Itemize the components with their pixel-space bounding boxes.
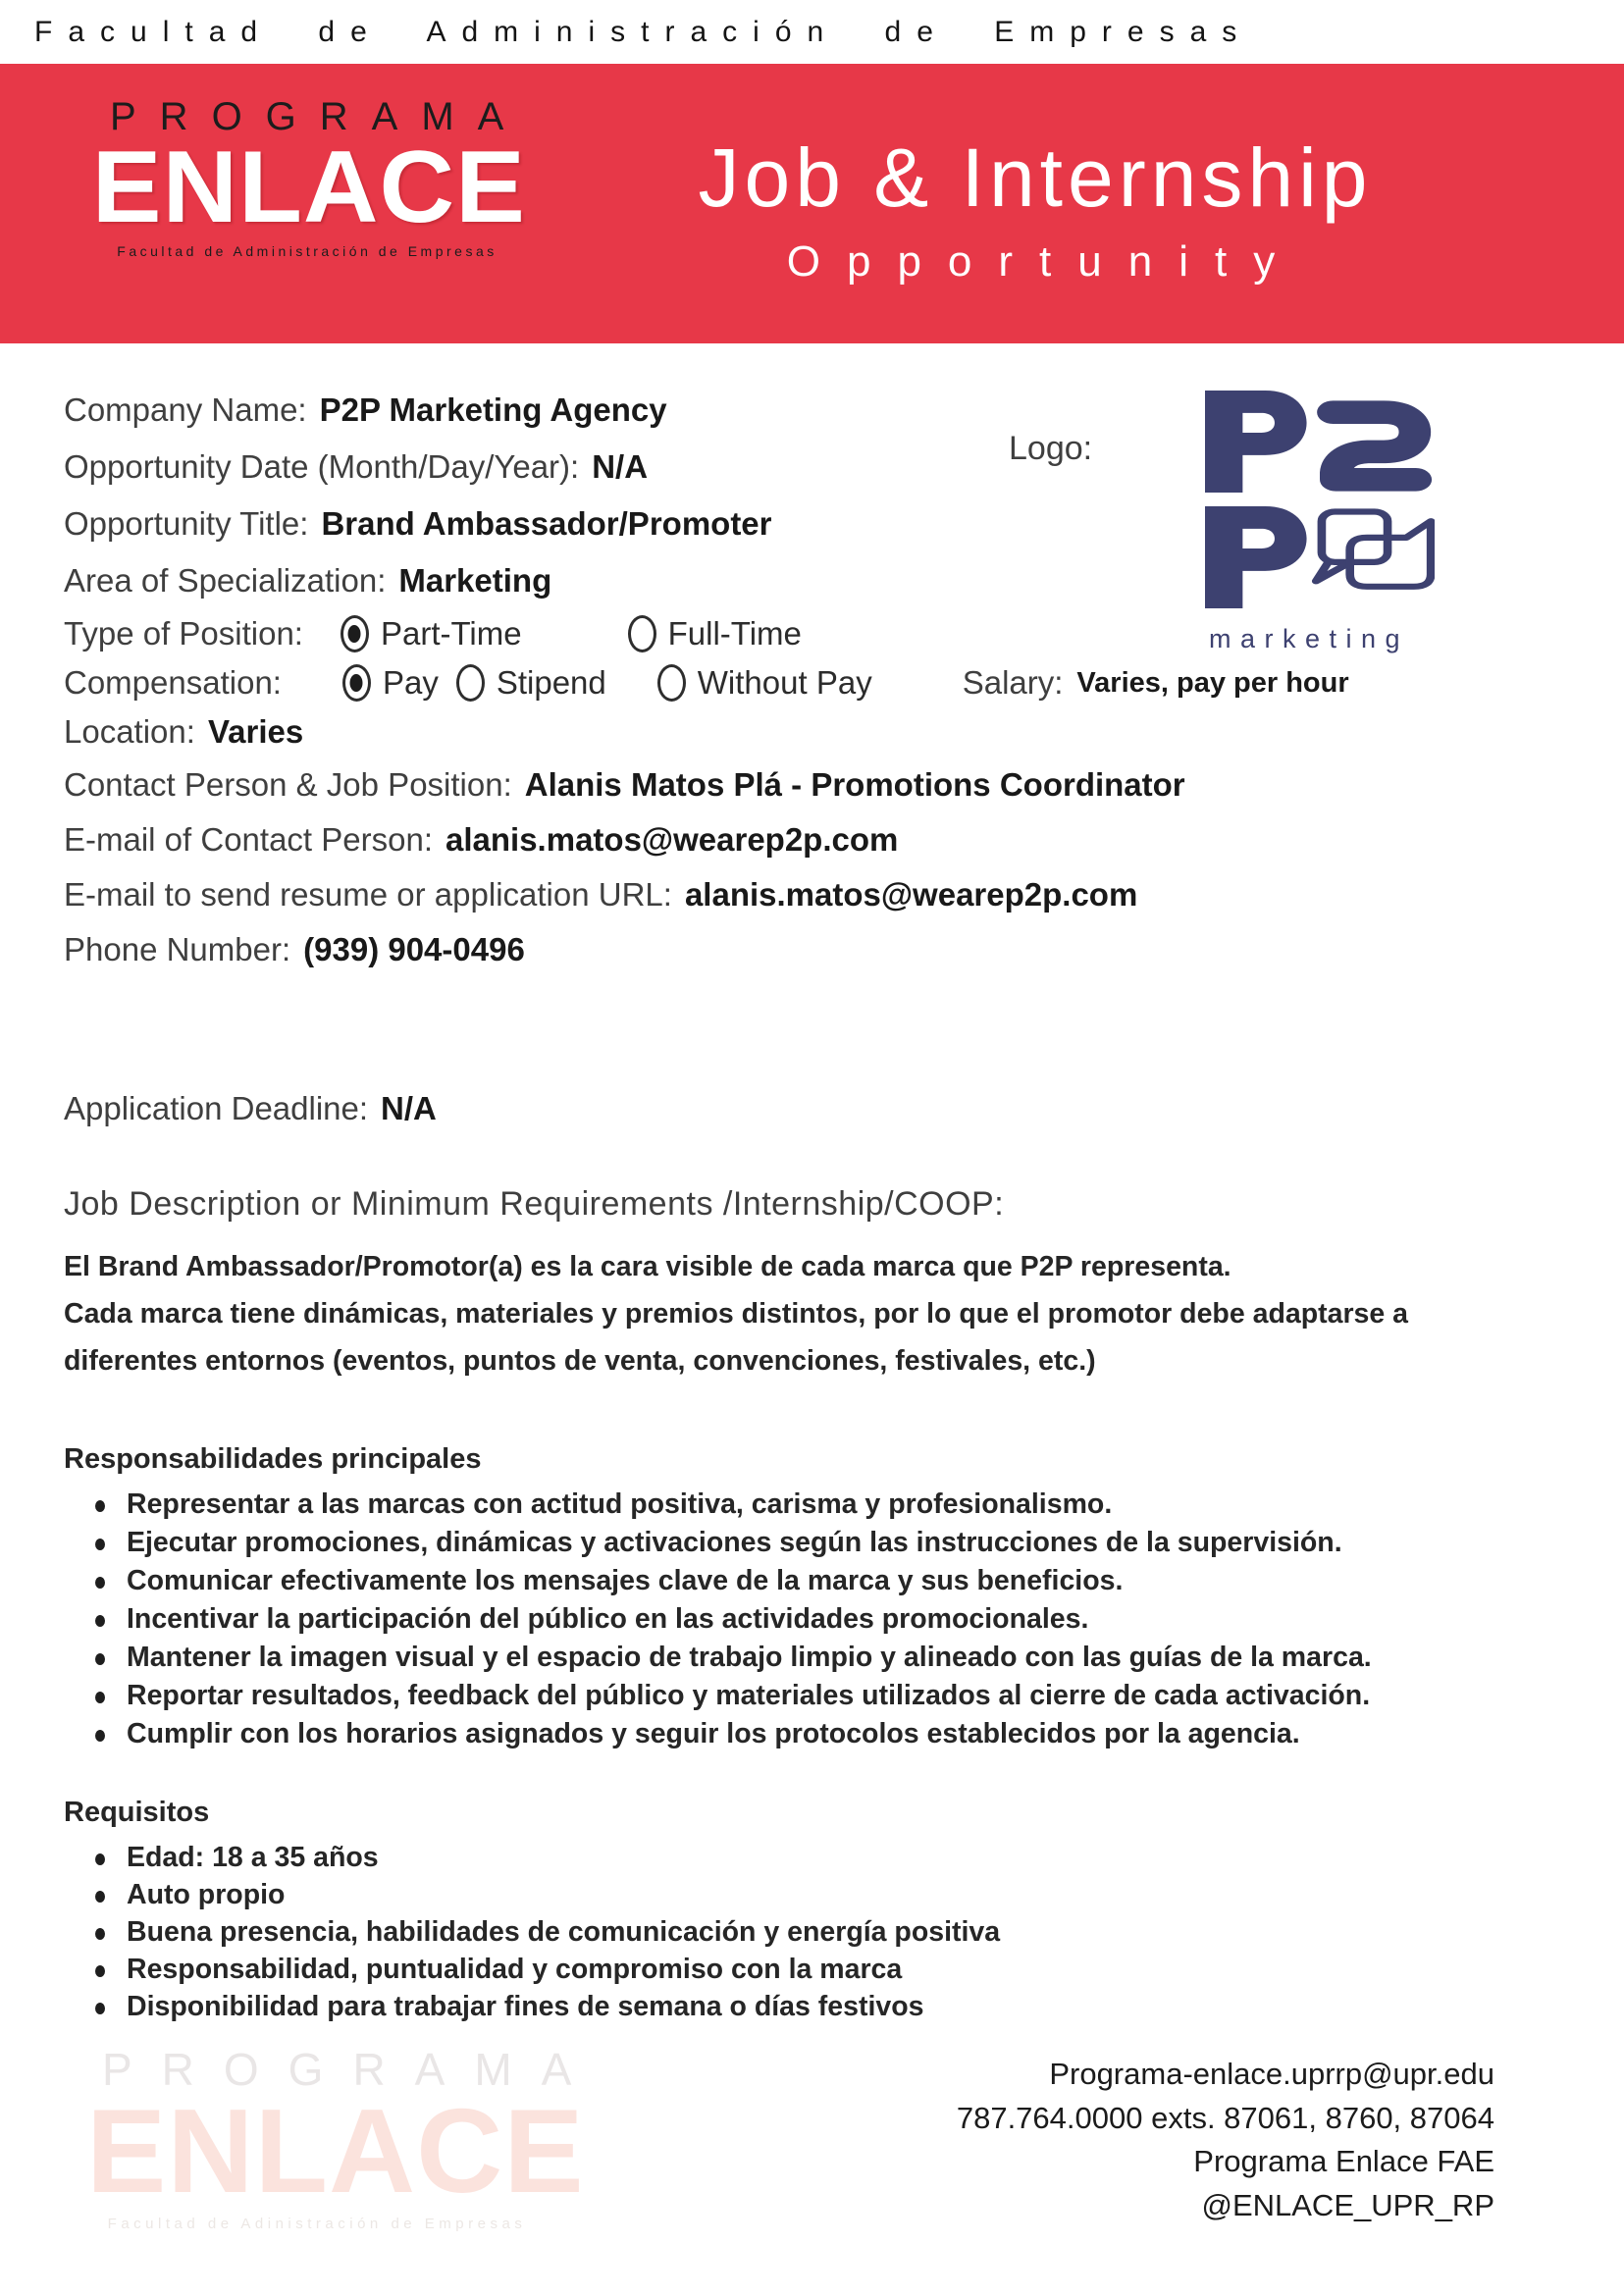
logo-label: Logo: bbox=[1009, 430, 1093, 467]
part-time-radio[interactable] bbox=[341, 615, 369, 652]
location-label: Location: bbox=[64, 713, 195, 750]
footer-enlace-caption: Facultad de Adinistración de Empresas bbox=[107, 2216, 527, 2232]
list-item: Disponibilidad para trabajar fines de semana o días festivos bbox=[127, 1988, 1545, 2025]
location-row bbox=[64, 712, 1545, 752]
requirements-list bbox=[64, 1839, 1545, 2025]
compensation-row bbox=[64, 663, 1545, 703]
list-item: Reportar resultados, feedback del público y materiales utilizados al cierre de cada activación. bbox=[127, 1677, 1545, 1715]
job-description-line: Cada marca tiene dinámicas, materiales y premios distintos, por lo que el promotor debe adaptarse a bbox=[64, 1298, 1409, 1330]
footer-contact-block bbox=[957, 2053, 1494, 2227]
requirements-heading: Requisitos bbox=[64, 1797, 210, 1828]
phone-row bbox=[64, 930, 1545, 969]
banner-title-line1: Job & Internship bbox=[698, 131, 1373, 224]
specialization-value: Marketing bbox=[398, 562, 552, 599]
footer-watermark-logo bbox=[86, 2043, 602, 2232]
job-description-line: El Brand Ambassador/Promotor(a) es la cara visible de cada marca que P2P representa. bbox=[64, 1251, 1231, 1282]
job-description-line: diferentes entornos (eventos, puntos de venta, convenciones, festivales, etc.) bbox=[64, 1345, 1096, 1377]
header-banner bbox=[0, 64, 1624, 343]
footer-program-name: Programa Enlace FAE bbox=[1193, 2144, 1494, 2178]
opportunity-title-value: Brand Ambassador/Promoter bbox=[321, 505, 772, 542]
job-description-text bbox=[64, 1243, 1545, 1384]
contact-email-value: alanis.matos@wearep2p.com bbox=[445, 821, 899, 858]
list-item: Responsabilidad, puntualidad y compromiso con la marca bbox=[127, 1951, 1545, 1988]
company-logo bbox=[1205, 391, 1439, 654]
without-pay-label: Without Pay bbox=[697, 664, 872, 701]
footer-programa-word: PROGRAMA bbox=[102, 2044, 602, 2095]
company-name-label: Company Name: bbox=[64, 391, 307, 428]
list-item: Incentivar la participación del público en las actividades promocionales. bbox=[127, 1600, 1545, 1639]
pay-radio[interactable] bbox=[342, 664, 371, 702]
enlace-word: ENLACE bbox=[91, 130, 526, 244]
list-item: Auto propio bbox=[127, 1876, 1545, 1913]
opportunity-date-value: N/A bbox=[592, 448, 649, 485]
resume-email-row bbox=[64, 875, 1545, 914]
list-item: Buena presencia, habilidades de comunicación y energía positiva bbox=[127, 1913, 1545, 1951]
logo-marketing-text: marketing bbox=[1209, 624, 1410, 653]
faculty-name-text: Facultad de Administración de Empresas bbox=[34, 15, 1253, 48]
salary-value: Varies, pay per hour bbox=[1076, 667, 1349, 699]
deadline-row bbox=[64, 1089, 1545, 1128]
top-bar bbox=[0, 0, 1624, 64]
phone-value: (939) 904-0496 bbox=[303, 931, 525, 967]
deadline-value: N/A bbox=[381, 1090, 437, 1126]
resume-email-value: alanis.matos@wearep2p.com bbox=[684, 876, 1138, 913]
footer-social-handle: @ENLACE_UPR_RP bbox=[1201, 2187, 1494, 2222]
list-item: Representar a las marcas con actitud positiva, carisma y profesionalismo. bbox=[127, 1486, 1545, 1524]
contact-person-row bbox=[64, 765, 1545, 805]
list-item: Cumplir con los horarios asignados y seguir los protocolos establecidos por la agencia. bbox=[127, 1715, 1545, 1753]
job-description-heading: Job Description or Minimum Requirements /Internship/COOP: bbox=[64, 1185, 1005, 1223]
list-item: Mantener la imagen visual y el espacio de trabajo limpio y alineado con las guías de la marca. bbox=[127, 1639, 1545, 1677]
resume-email-label: E-mail to send resume or application URL: bbox=[64, 876, 672, 913]
footer-email: Programa-enlace.uprrp@upr.edu bbox=[1049, 2057, 1494, 2091]
opportunity-date-label: Opportunity Date (Month/Day/Year): bbox=[64, 448, 580, 485]
full-time-radio[interactable] bbox=[628, 615, 656, 652]
stipend-radio[interactable] bbox=[456, 664, 485, 702]
contact-person-label: Contact Person & Job Position: bbox=[64, 766, 512, 803]
phone-label: Phone Number: bbox=[64, 931, 291, 967]
stipend-label: Stipend bbox=[496, 664, 606, 701]
type-of-position-label: Type of Position: bbox=[64, 615, 303, 652]
opportunity-title-label: Opportunity Title: bbox=[64, 505, 309, 542]
enlace-logo bbox=[91, 95, 528, 259]
p2p-logo-row1 bbox=[1205, 391, 1435, 493]
banner-title-line2: Opportunity bbox=[786, 237, 1302, 286]
full-time-label: Full-Time bbox=[667, 615, 802, 652]
responsibilities-list bbox=[64, 1486, 1545, 1753]
programa-word: PROGRAMA bbox=[110, 95, 528, 138]
list-item: Ejecutar promociones, dinámicas y activaciones según las instrucciones de la supervisión. bbox=[127, 1524, 1545, 1562]
list-item: Comunicar efectivamente los mensajes clave de la marca y sus beneficios. bbox=[127, 1562, 1545, 1600]
footer-enlace-word: ENLACE bbox=[86, 2084, 585, 2218]
compensation-label: Compensation: bbox=[64, 664, 282, 701]
part-time-label: Part-Time bbox=[380, 615, 522, 652]
responsibilities-heading: Responsabilidades principales bbox=[64, 1443, 482, 1475]
footer-phone: 787.764.0000 exts. 87061, 8760, 87064 bbox=[956, 2100, 1494, 2135]
enlace-caption: Facultad de Administración de Empresas bbox=[117, 243, 498, 259]
pay-label: Pay bbox=[382, 664, 439, 701]
contact-person-value: Alanis Matos Plá - Promotions Coordinator bbox=[524, 766, 1185, 803]
salary-label: Salary: bbox=[962, 664, 1064, 701]
p2p-logo-row2 bbox=[1205, 506, 1435, 608]
contact-email-row bbox=[64, 820, 1545, 860]
deadline-label: Application Deadline: bbox=[64, 1090, 369, 1126]
specialization-label: Area of Specialization: bbox=[64, 562, 387, 599]
without-pay-radio[interactable] bbox=[657, 664, 686, 702]
company-name-value: P2P Marketing Agency bbox=[319, 391, 667, 428]
banner-title bbox=[608, 130, 1462, 287]
list-item: Edad: 18 a 35 años bbox=[127, 1839, 1545, 1876]
contact-email-label: E-mail of Contact Person: bbox=[64, 821, 433, 858]
location-value: Varies bbox=[207, 713, 304, 750]
chat-bubbles-icon bbox=[1316, 512, 1431, 587]
